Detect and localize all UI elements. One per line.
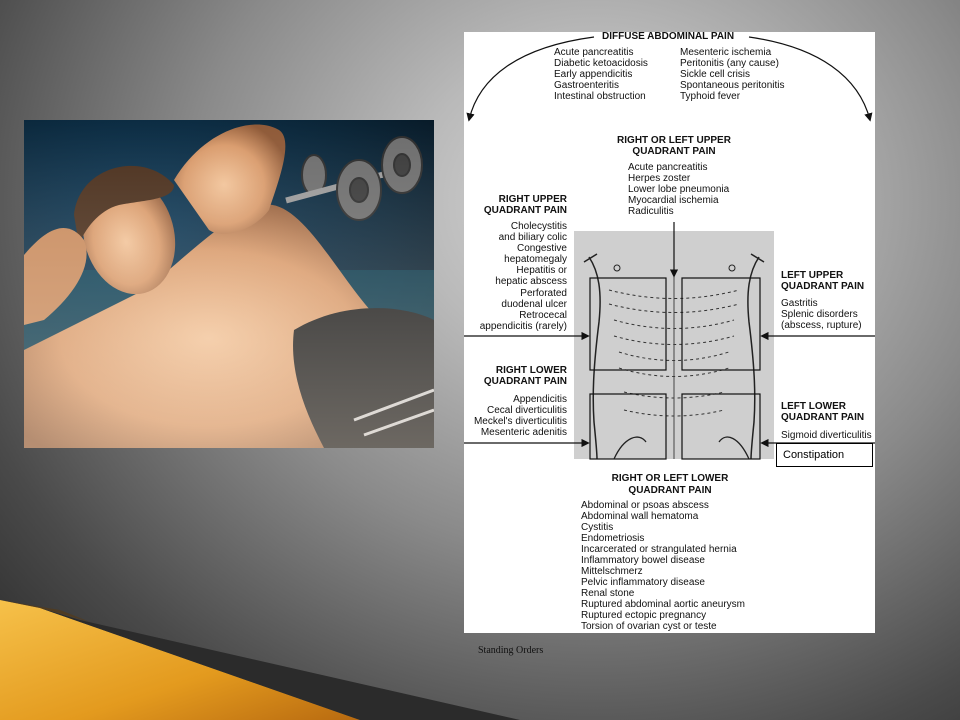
list-item: Herpes zoster (628, 173, 691, 184)
list-item: Intestinal obstruction (554, 91, 646, 102)
list-item: Ruptured abdominal aortic aneurysm (581, 599, 745, 610)
list-item: Abdominal or psoas abscess (581, 500, 709, 511)
list-item: Splenic disorders (781, 309, 858, 320)
right-lower-title-1: RIGHT LOWER (495, 365, 567, 376)
list-item: and biliary colic (498, 232, 567, 243)
list-item: Pelvic inflammatory disease (581, 577, 705, 588)
list-item: (abscess, rupture) (781, 320, 862, 331)
rl-upper-title-2: QUADRANT PAIN (632, 146, 716, 157)
list-item: Mittelschmerz (581, 566, 643, 577)
abdominal-pain-diagram (464, 32, 875, 633)
list-item: Peritonitis (any cause) (680, 58, 779, 69)
list-item: Mesenteric adenitis (480, 427, 567, 438)
list-item: Incarcerated or strangulated hernia (581, 544, 737, 555)
list-item: Typhoid fever (680, 91, 741, 102)
list-item: Gastroenteritis (554, 80, 620, 91)
list-item: Spontaneous peritonitis (680, 80, 785, 91)
list-item: appendicitis (rarely) (479, 321, 567, 332)
list-item: Sigmoid diverticulitis (781, 430, 872, 441)
right-upper-title-2: QUADRANT PAIN (483, 205, 567, 216)
list-item: Abdominal wall hematoma (581, 511, 699, 522)
left-lower-title-1: LEFT LOWER (781, 401, 846, 412)
list-item: Mesenteric ischemia (680, 47, 772, 58)
list-item: Endometriosis (581, 533, 645, 544)
list-item: Gastritis (781, 298, 818, 309)
list-item: Congestive (516, 243, 567, 254)
left-upper-title-2: QUADRANT PAIN (781, 281, 865, 292)
list-item: Retrocecal (519, 310, 567, 321)
left-upper-title-1: LEFT UPPER (781, 270, 844, 281)
list-item: Cholecystitis (510, 221, 567, 232)
list-item: Acute pancreatitis (554, 47, 634, 58)
list-item: hepatic abscess (495, 276, 567, 287)
exercise-photo (24, 120, 434, 448)
list-item: Hepatitis or (516, 265, 567, 276)
list-item: Cecal diverticulitis (486, 405, 567, 416)
right-lower-title-2: QUADRANT PAIN (483, 376, 567, 387)
list-item: hepatomegaly (504, 254, 567, 265)
constipation-label: Constipation (783, 449, 845, 461)
list-item: Torsion of ovarian cyst or teste (581, 621, 717, 632)
list-item: Radiculitis (628, 206, 674, 217)
left-lower-title-2: QUADRANT PAIN (781, 412, 865, 423)
list-item: Appendicitis (513, 394, 567, 405)
list-item: Lower lobe pneumonia (628, 184, 730, 195)
list-item: Myocardial ischemia (628, 195, 719, 206)
right-upper-title-1: RIGHT UPPER (498, 194, 567, 205)
list-item: Acute pancreatitis (628, 162, 708, 173)
list-item: Ruptured ectopic pregnancy (581, 610, 707, 621)
list-item: Renal stone (581, 588, 635, 599)
source-caption: Standing Orders (478, 645, 544, 656)
diffuse-pain-title: DIFFUSE ABDOMINAL PAIN (602, 31, 735, 42)
list-item: Perforated (520, 288, 567, 299)
list-item: duodenal ulcer (501, 299, 567, 310)
list-item: Cystitis (581, 522, 614, 533)
list-item: Meckel's diverticulitis (473, 416, 567, 427)
list-item: Early appendicitis (554, 69, 633, 80)
rl-upper-title-1: RIGHT OR LEFT UPPER (617, 135, 731, 146)
decorative-stripes (0, 600, 960, 720)
rl-lower-title-1: RIGHT OR LEFT LOWER (611, 473, 729, 484)
rl-lower-title-2: QUADRANT PAIN (628, 485, 712, 496)
list-item: Inflammatory bowel disease (581, 555, 705, 566)
constipation-textbox (776, 443, 873, 467)
list-item: Diabetic ketoacidosis (554, 58, 648, 69)
list-item: Sickle cell crisis (680, 69, 751, 80)
